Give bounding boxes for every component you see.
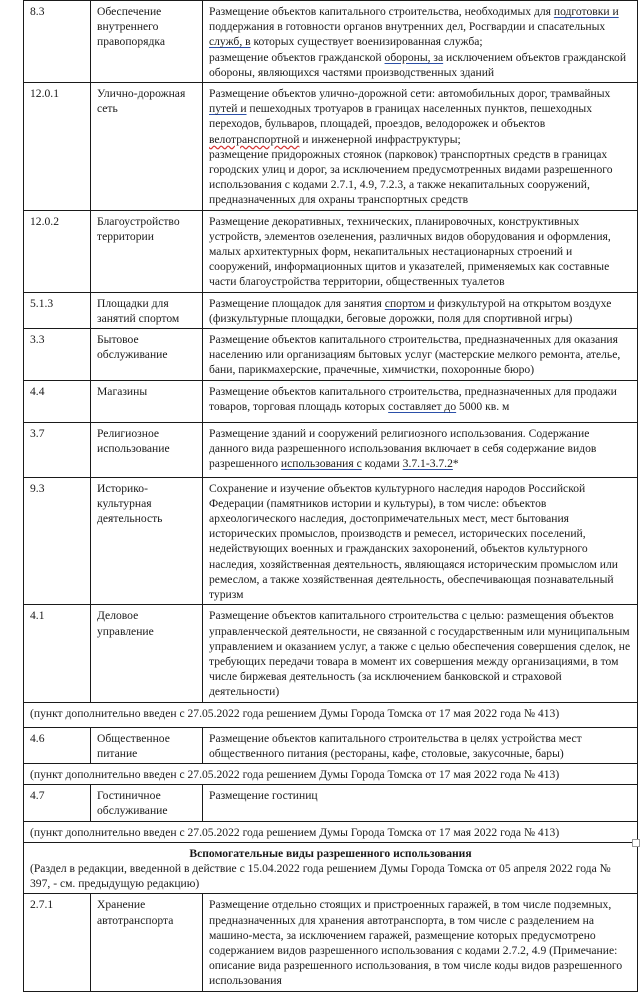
use-name: Религиозное использование xyxy=(91,422,203,477)
table-row xyxy=(24,785,638,821)
use-name: Деловое управление xyxy=(91,605,203,702)
table-row xyxy=(24,329,638,381)
reference-link[interactable]: обороны, за xyxy=(384,50,444,64)
use-name: Историко-культурная деятельность xyxy=(91,477,203,605)
amendment-note: (пункт дополнительно введен с 27.05.2022 года решением Думы Города Томска от 17 мая 2022 года № 413) xyxy=(24,821,638,842)
use-description: Размещение площадок для занятия спортом и физкультурой на открытом воздухе (физкультурные площадки, беговые дорожки, поля для спортивной игры) xyxy=(203,292,638,328)
table-row xyxy=(24,210,638,292)
use-name: Обеспечение внутреннего правопорядка xyxy=(91,1,203,83)
spellcheck-word: велотранспортной xyxy=(209,132,300,146)
amendment-note: (пункт дополнительно введен с 27.05.2022 года решением Думы Города Томска от 17 мая 2022 года № 413) xyxy=(24,763,638,784)
table-row xyxy=(24,422,638,477)
table-row xyxy=(24,380,638,422)
permitted-uses-table xyxy=(23,0,638,992)
use-code: 5.1.3 xyxy=(24,292,91,328)
table-row xyxy=(24,1,638,83)
use-description: Размещение объектов капитального строительства в целях устройства мест общественного питания (рестораны, кафе, столовые, закусочные, бары) xyxy=(203,727,638,763)
use-description: Размещение зданий и сооружений религиозного использования. Содержание данного вида разрешенного использования включает в себя содержание видов разрешенного использования с кодами 3.7.1-3.7.2* xyxy=(203,422,638,477)
use-name: Улично-дорожная сеть xyxy=(91,83,203,211)
table-row xyxy=(24,477,638,605)
reference-link[interactable]: подготовки и xyxy=(553,5,619,18)
amendment-note-row xyxy=(24,763,638,784)
use-code: 12.0.1 xyxy=(24,83,91,211)
use-description: Размещение объектов улично-дорожной сети: автомобильных дорог, трамвайных путей и пешеходных тротуаров в границах населенных пунктов, пешеходных переходов, бульваров, площадей, проездов, велодорожек и объектов велотранспортной и инженерной инфраструктуры; размещение придорожных стоянок (парковок) транспортных средств в границах городских улиц и дорог, за исключением предусмотренных видами разрешенного использования с кодами 2.7.1, 4.9, 7.2.3, а также некапитальных сооружений, предназначенных для охраны транспортных средств xyxy=(203,83,638,211)
amendment-note-row xyxy=(24,702,638,727)
table-row xyxy=(24,605,638,702)
use-code: 12.0.2 xyxy=(24,210,91,292)
use-code: 9.3 xyxy=(24,477,91,605)
use-description: Размещение отдельно стоящих и пристроенных гаражей, в том числе подземных, предназначенных для хранения автотранспорта, в том числе с разделением на машино-места, за исключением гаражей, размещение которых предусмотрено содержанием видов разрешенного использования с кодами 2.7.2, 4.9 (Примечание: описание вида разрешенного использования, в том числе коды видов разрешенного использования xyxy=(203,894,638,991)
reference-link[interactable]: составляет до xyxy=(388,399,457,413)
reference-link[interactable]: спортом и xyxy=(384,296,435,310)
use-name: Благоустройство территории xyxy=(91,210,203,292)
use-name: Бытовое обслуживание xyxy=(91,329,203,381)
reference-link[interactable]: служб, в xyxy=(209,35,251,49)
document-page xyxy=(23,0,637,992)
page-end-marker xyxy=(632,839,640,847)
use-description: Размещение декоративных, технических, планировочных, конструктивных устройств, элементов озеленения, различных видов оборудования и оформления, малых архитектурных форм, некапитальных нестационарных строений и сооружений, информационных щитов и указателей, применяемых как составные части благоустройства территории, общественных туалетов xyxy=(203,210,638,292)
use-code: 4.4 xyxy=(24,380,91,422)
use-name: Магазины xyxy=(91,380,203,422)
use-code: 2.7.1 xyxy=(24,894,91,991)
reference-link[interactable]: путей и xyxy=(209,102,247,116)
use-description: Сохранение и изучение объектов культурного наследия народов Российской Федерации (памятников истории и культуры), в том числе: объектов археологического наследия, достопримечательных мест, мест бытования исторических промыслов, производств и ремесел, исторических поселений, недействующих военных и гражданских захоронений, объектов культурного наследия, хозяйственная деятельность, являющаяся историческим промыслом или ремеслом, а также хозяйственная деятельность, обеспечивающая познавательный туризм xyxy=(203,477,638,605)
use-code: 3.3 xyxy=(24,329,91,381)
use-name: Гостиничное обслуживание xyxy=(91,785,203,821)
use-description: Размещение объектов капитального строительства, предназначенных для продажи товаров, торговая площадь которых составляет до 5000 кв. м xyxy=(203,380,638,422)
amendment-note-row xyxy=(24,821,638,842)
use-description: Размещение объектов капитального строительства, необходимых для подготовки и поддержания в готовности органов внутренних дел, Росгвардии и спасательных служб, в которых существует военизированная служба; размещение объектов гражданской обороны, за исключением объектов гражданской обороны, являющихся частями производственных зданий xyxy=(203,1,638,83)
use-code: 3.7 xyxy=(24,422,91,477)
use-code: 4.1 xyxy=(24,605,91,702)
use-code: 4.7 xyxy=(24,785,91,821)
use-description: Размещение гостиниц xyxy=(203,785,638,821)
reference-link[interactable]: использования с xyxy=(280,457,362,471)
table-row xyxy=(24,727,638,763)
use-name: Общественное питание xyxy=(91,727,203,763)
section-title: Вспомогательные виды разрешенного использования xyxy=(189,846,472,860)
section-header xyxy=(24,842,638,894)
code-range-link[interactable]: 3.7.1-3.7.2 xyxy=(402,457,453,471)
section-header-row xyxy=(24,842,638,894)
use-description: Размещение объектов капитального строительства с целью: размещения объектов управленческой деятельности, не связанной с государственным или муниципальным управлением и оказанием услуг, а также с целью обеспечения совершения сделок, не требующих передачи товара в момент их совершения между организациями, в том числе биржевая деятельность (за исключением банковской и страховой деятельности) xyxy=(203,605,638,702)
table-row xyxy=(24,292,638,328)
table-row xyxy=(24,83,638,211)
table-row xyxy=(24,894,638,991)
amendment-note: (пункт дополнительно введен с 27.05.2022 года решением Думы Города Томска от 17 мая 2022 года № 413) xyxy=(24,702,638,727)
use-code: 8.3 xyxy=(24,1,91,83)
section-note: (Раздел в редакции, введенной в действие с 15.04.2022 года решением Думы Города Томска от 05 апреля 2022 года № 397, - см. предыдущую редакцию) xyxy=(30,861,611,891)
use-code: 4.6 xyxy=(24,727,91,763)
use-name: Хранение автотранспорта xyxy=(91,894,203,991)
use-description: Размещение объектов капитального строительства, предназначенных для оказания населению или организациям бытовых услуг (мастерские мелкого ремонта, ателье, бани, парикмахерские, прачечные, химчистки, похоронные бюро) xyxy=(203,329,638,381)
use-name: Площадки для занятий спортом xyxy=(91,292,203,328)
